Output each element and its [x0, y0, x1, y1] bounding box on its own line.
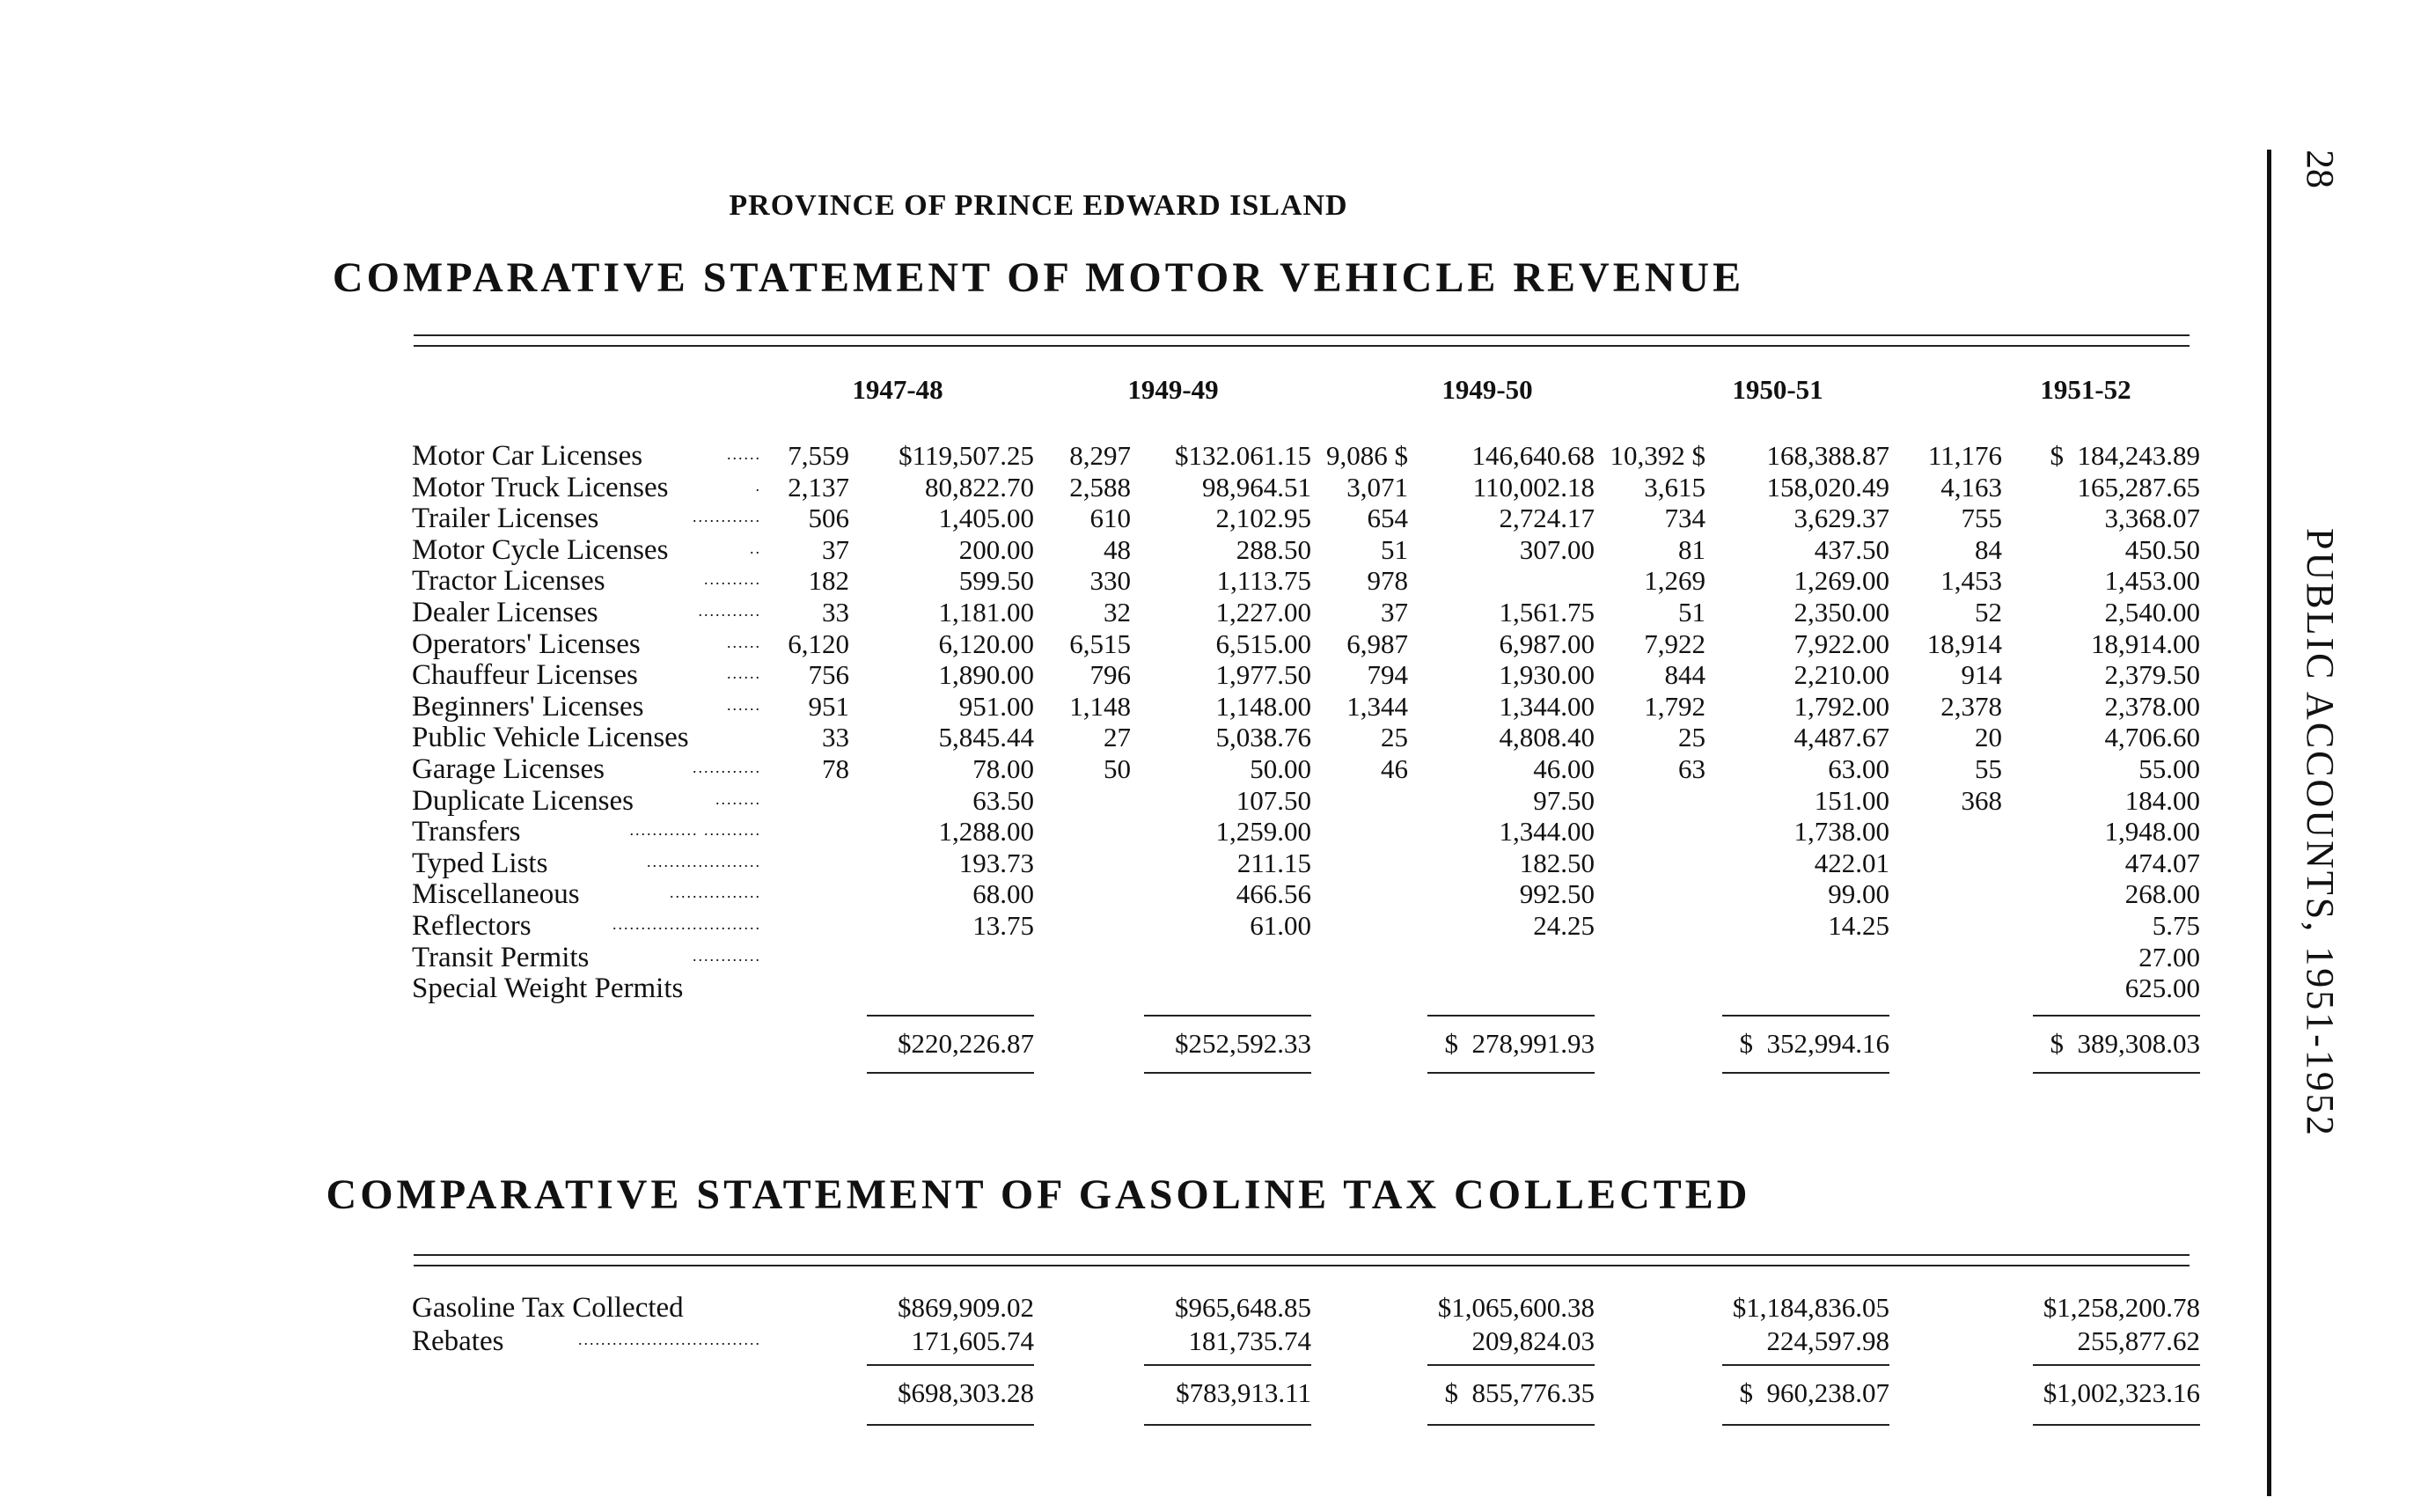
row-label: Tractor Licenses: [412, 565, 605, 598]
amount-cell: 224,597.98: [1766, 1325, 1889, 1356]
amount-cell: 437.50: [1814, 533, 1889, 565]
amount-cell: 182.50: [1519, 847, 1595, 878]
row-leader: ............ ..........: [629, 821, 761, 840]
count-cell: 33: [822, 597, 849, 628]
count-cell: 6,120: [788, 628, 849, 659]
amount-cell: 46.00: [1533, 753, 1595, 784]
amount-cell: $1,065,600.38: [1437, 1292, 1595, 1323]
amount-cell: 165,287.65: [2077, 471, 2200, 503]
amount-cell: 1,561.75: [1499, 597, 1595, 628]
top-rule-1: [414, 334, 2190, 336]
total-rule-above: [1722, 1015, 1889, 1017]
count-cell: 756: [808, 659, 849, 691]
row-label: Chauffeur Licenses: [412, 659, 638, 692]
amount-cell: 1,344.00: [1499, 816, 1595, 848]
count-cell: 33: [822, 722, 849, 753]
count-cell: 10,392 $: [1610, 440, 1705, 471]
amount-cell: 1,181.00: [938, 597, 1034, 628]
amount-cell: $119,507.25: [899, 440, 1034, 471]
amount-cell: 184.00: [2124, 784, 2200, 816]
count-cell: 27: [1104, 722, 1131, 753]
count-cell: 32: [1104, 597, 1131, 628]
total-amount: $220,226.87: [898, 1028, 1034, 1059]
amount-cell: 110,002.18: [1472, 471, 1595, 503]
amount-cell: 3,629.37: [1793, 503, 1889, 534]
amount-cell: 1,405.00: [938, 503, 1034, 534]
count-cell: 6,515: [1069, 628, 1131, 659]
count-cell: 978: [1367, 565, 1408, 597]
count-cell: 654: [1367, 503, 1408, 534]
amount-cell: 474.07: [2124, 847, 2200, 878]
amount-cell: 1,148.00: [1215, 690, 1311, 722]
row-leader: ................: [670, 884, 761, 902]
page-number: 28: [2299, 150, 2342, 188]
amount-cell: 107.50: [1236, 784, 1311, 816]
amount-cell: 6,987.00: [1499, 628, 1595, 659]
count-cell: 794: [1367, 659, 1408, 691]
row-label: Motor Cycle Licenses: [412, 533, 669, 566]
row-leader: ............: [693, 759, 761, 776]
amount-cell: 951.00: [958, 690, 1034, 722]
count-cell: 7,922: [1644, 628, 1705, 659]
row-label: Miscellaneous: [412, 878, 580, 911]
year-header-4: 1950-51: [1732, 374, 1823, 405]
count-cell: 25: [1678, 722, 1705, 753]
amount-cell: 151.00: [1814, 784, 1889, 816]
count-cell: 1,148: [1069, 690, 1131, 722]
total-rule-above: [1144, 1364, 1311, 1366]
amount-cell: 1,792.00: [1793, 690, 1889, 722]
amount-cell: 5.75: [2152, 910, 2200, 941]
total-rule-below: [1427, 1424, 1595, 1426]
count-cell: 734: [1664, 503, 1705, 534]
amount-cell: 55.00: [2138, 753, 2200, 784]
count-cell: 9,086 $: [1326, 440, 1408, 471]
total-rule-above: [867, 1015, 1034, 1017]
amount-cell: 18,914.00: [2091, 628, 2200, 659]
amount-cell: $869,909.02: [898, 1292, 1034, 1323]
row-leader: ................................: [578, 1331, 761, 1348]
amount-cell: 97.50: [1533, 784, 1595, 816]
year-header-5: 1951-52: [2040, 374, 2131, 405]
amount-cell: 2,379.50: [2104, 659, 2200, 691]
amount-cell: 2,724.17: [1499, 503, 1595, 534]
row-label: Motor Car Licenses: [412, 440, 643, 472]
amount-cell: 146,640.68: [1471, 440, 1595, 471]
amount-cell: 2,210.00: [1793, 659, 1889, 691]
gas-rule-2: [414, 1265, 2190, 1266]
count-cell: 3,615: [1644, 471, 1705, 503]
total-rule-above: [1144, 1015, 1311, 1017]
amount-cell: 211.15: [1236, 847, 1311, 878]
amount-cell: 7,922.00: [1793, 628, 1889, 659]
amount-cell: 63.50: [972, 784, 1034, 816]
amount-cell: 27.00: [2138, 941, 2200, 973]
amount-cell: 5,845.44: [938, 722, 1034, 753]
amount-cell: 450.50: [2124, 533, 2200, 565]
amount-cell: 599.50: [958, 565, 1034, 597]
amount-cell: 2,350.00: [1793, 597, 1889, 628]
gas-rule-1: [414, 1254, 2190, 1256]
count-cell: 18,914: [1926, 628, 2002, 659]
amount-cell: 181,735.74: [1188, 1325, 1311, 1356]
row-leader: ..: [750, 539, 761, 557]
count-cell: 84: [1975, 533, 2002, 565]
total-rule-below: [867, 1424, 1034, 1426]
row-label: Special Weight Permits: [412, 973, 684, 1005]
year-header-1: 1947-48: [852, 374, 943, 405]
total-rule-above: [1427, 1364, 1595, 1366]
total-rule-below: [1144, 1424, 1311, 1426]
row-label: Typed Lists: [412, 847, 548, 879]
count-cell: 46: [1381, 753, 1408, 784]
row-leader: ......: [727, 664, 761, 683]
total-amount: $ 855,776.35: [1444, 1377, 1595, 1408]
count-cell: 796: [1089, 659, 1131, 691]
row-leader: ......: [727, 633, 761, 651]
total-rule-below: [867, 1072, 1034, 1074]
amount-cell: 209,824.03: [1471, 1325, 1595, 1356]
row-label: Public Vehicle Licenses: [412, 722, 689, 754]
amount-cell: 1,930.00: [1499, 659, 1595, 691]
count-cell: 182: [808, 565, 849, 597]
count-cell: 1,792: [1644, 690, 1705, 722]
amount-cell: 1,890.00: [938, 659, 1034, 691]
amount-cell: 68.00: [972, 878, 1034, 910]
amount-cell: 6,515.00: [1215, 628, 1311, 659]
total-rule-above: [1427, 1015, 1595, 1017]
row-label: Dealer Licenses: [412, 597, 598, 628]
count-cell: 63: [1678, 753, 1705, 784]
row-leader: ........: [715, 789, 761, 808]
total-rule-above: [1722, 1364, 1889, 1366]
row-label: Trailer Licenses: [412, 503, 599, 535]
amount-cell: 1,738.00: [1793, 816, 1889, 848]
row-label: Rebates: [412, 1325, 504, 1357]
amount-cell: 1,344.00: [1499, 690, 1595, 722]
count-cell: 2,137: [788, 471, 849, 503]
count-cell: 1,344: [1346, 690, 1408, 722]
amount-cell: 288.50: [1236, 533, 1311, 565]
total-rule-below: [1427, 1072, 1595, 1074]
amount-cell: $1,258,200.78: [2043, 1292, 2200, 1323]
total-rule-above: [2033, 1364, 2200, 1366]
amount-cell: 422.01: [1814, 847, 1889, 878]
amount-cell: $1,184,836.05: [1732, 1292, 1889, 1323]
amount-cell: 1,453.00: [2104, 565, 2200, 597]
total-amount: $ 960,238.07: [1739, 1377, 1889, 1408]
row-label: Gasoline Tax Collected: [412, 1292, 684, 1324]
amount-cell: 78.00: [972, 753, 1034, 784]
gasoline-tax-heading: COMPARATIVE STATEMENT OF GASOLINE TAX COLLECTED: [326, 1171, 1751, 1218]
amount-cell: 625.00: [2124, 973, 2200, 1004]
row-leader: ..........................: [613, 915, 761, 933]
amount-cell: 158,020.49: [1766, 471, 1889, 503]
count-cell: 755: [1961, 503, 2002, 534]
amount-cell: 4,808.40: [1499, 722, 1595, 753]
amount-cell: 14.25: [1828, 910, 1889, 941]
count-cell: 55: [1975, 753, 2002, 784]
amount-cell: 3,368.07: [2104, 503, 2200, 534]
row-leader: ...........: [698, 602, 761, 620]
province-heading: PROVINCE OF PRINCE EDWARD ISLAND: [729, 189, 1348, 222]
count-cell: 25: [1381, 722, 1408, 753]
total-amount: $698,303.28: [898, 1377, 1034, 1408]
side-title: PUBLIC ACCOUNTS, 1951-1952: [2299, 528, 2342, 1138]
count-cell: 11,176: [1927, 440, 2002, 471]
count-cell: 1,453: [1940, 565, 2002, 597]
amount-cell: 24.25: [1533, 910, 1595, 941]
row-leader: ......: [727, 695, 761, 714]
total-rule-below: [2033, 1424, 2200, 1426]
amount-cell: 63.00: [1828, 753, 1889, 784]
row-label: Beginners' Licenses: [412, 690, 644, 723]
row-label: Transit Permits: [412, 941, 590, 973]
total-rule-below: [2033, 1072, 2200, 1074]
total-amount: $ 389,308.03: [2050, 1028, 2200, 1059]
amount-cell: 61.00: [1250, 910, 1311, 941]
amount-cell: 268.00: [2124, 878, 2200, 910]
year-header-3: 1949-50: [1441, 374, 1533, 405]
amount-cell: 4,706.60: [2104, 722, 2200, 753]
count-cell: 506: [808, 503, 849, 534]
count-cell: 6,987: [1346, 628, 1408, 659]
amount-cell: 13.75: [972, 910, 1034, 941]
count-cell: 610: [1089, 503, 1131, 534]
total-amount: $ 278,991.93: [1444, 1028, 1595, 1059]
amount-cell: $ 184,243.89: [2050, 440, 2200, 471]
count-cell: 20: [1975, 722, 2002, 753]
amount-cell: 466.56: [1236, 878, 1311, 910]
count-cell: 7,559: [788, 440, 849, 471]
count-cell: 51: [1381, 533, 1408, 565]
amount-cell: 1,259.00: [1215, 816, 1311, 848]
total-rule-above: [2033, 1015, 2200, 1017]
amount-cell: $132.061.15: [1175, 440, 1311, 471]
year-header-2: 1949-49: [1127, 374, 1219, 405]
total-amount: $252,592.33: [1175, 1028, 1311, 1059]
count-cell: 368: [1961, 784, 2002, 816]
row-leader: ............: [693, 946, 761, 965]
top-rule-2: [414, 345, 2190, 347]
count-cell: 3,071: [1346, 471, 1408, 503]
count-cell: 78: [822, 753, 849, 784]
row-label: Operators' Licenses: [412, 628, 641, 660]
amount-cell: 193.73: [958, 847, 1034, 878]
amount-cell: 1,227.00: [1215, 597, 1311, 628]
total-amount: $ 352,994.16: [1739, 1028, 1889, 1059]
amount-cell: 1,948.00: [2104, 816, 2200, 848]
count-cell: 8,297: [1069, 440, 1131, 471]
amount-cell: 2,102.95: [1215, 503, 1311, 534]
amount-cell: 1,113.75: [1216, 565, 1311, 597]
count-cell: 951: [808, 690, 849, 722]
amount-cell: 307.00: [1519, 533, 1595, 565]
total-rule-below: [1144, 1072, 1311, 1074]
total-rule-below: [1722, 1424, 1889, 1426]
count-cell: 50: [1104, 753, 1131, 784]
amount-cell: 80,822.70: [925, 471, 1034, 503]
total-amount: $783,913.11: [1176, 1377, 1311, 1408]
row-leader: ......: [727, 445, 761, 463]
count-cell: 2,378: [1940, 690, 2002, 722]
total-rule-above: [867, 1364, 1034, 1366]
row-label: Transfers: [412, 816, 521, 848]
count-cell: 37: [1381, 597, 1408, 628]
amount-cell: 99.00: [1828, 878, 1889, 910]
amount-cell: 1,269.00: [1793, 565, 1889, 597]
count-cell: 330: [1089, 565, 1131, 597]
amount-cell: $965,648.85: [1175, 1292, 1311, 1323]
amount-cell: 168,388.87: [1766, 440, 1889, 471]
amount-cell: 992.50: [1519, 878, 1595, 910]
count-cell: 4,163: [1940, 471, 2002, 503]
amount-cell: 98,964.51: [1202, 471, 1311, 503]
amount-cell: 2,378.00: [2104, 690, 2200, 722]
row-label: Garage Licenses: [412, 753, 605, 785]
amount-cell: 1,288.00: [938, 816, 1034, 848]
row-leader: ..........: [704, 570, 761, 589]
amount-cell: 6,120.00: [938, 628, 1034, 659]
page-margin-rule: [2267, 150, 2271, 1496]
row-leader: ............: [693, 508, 761, 526]
motor-revenue-heading: COMPARATIVE STATEMENT OF MOTOR VEHICLE REVENUE: [332, 254, 1745, 301]
count-cell: 914: [1961, 659, 2002, 691]
row-leader: .: [755, 476, 761, 495]
count-cell: 37: [822, 533, 849, 565]
amount-cell: 200.00: [958, 533, 1034, 565]
amount-cell: 2,540.00: [2104, 597, 2200, 628]
row-label: Reflectors: [412, 910, 532, 942]
amount-cell: 255,877.62: [2077, 1325, 2200, 1356]
amount-cell: 4,487.67: [1793, 722, 1889, 753]
count-cell: 844: [1664, 659, 1705, 691]
count-cell: 51: [1678, 597, 1705, 628]
count-cell: 2,588: [1069, 471, 1131, 503]
total-rule-below: [1722, 1072, 1889, 1074]
count-cell: 52: [1975, 597, 2002, 628]
amount-cell: 1,977.50: [1215, 659, 1311, 691]
row-leader: ....................: [647, 852, 761, 870]
amount-cell: 171,605.74: [911, 1325, 1034, 1356]
count-cell: 81: [1678, 533, 1705, 565]
count-cell: 48: [1104, 533, 1131, 565]
row-label: Duplicate Licenses: [412, 784, 634, 817]
row-label: Motor Truck Licenses: [412, 471, 669, 503]
amount-cell: 50.00: [1250, 753, 1311, 784]
amount-cell: 5,038.76: [1215, 722, 1311, 753]
total-amount: $1,002,323.16: [2043, 1377, 2200, 1408]
count-cell: 1,269: [1644, 565, 1705, 597]
